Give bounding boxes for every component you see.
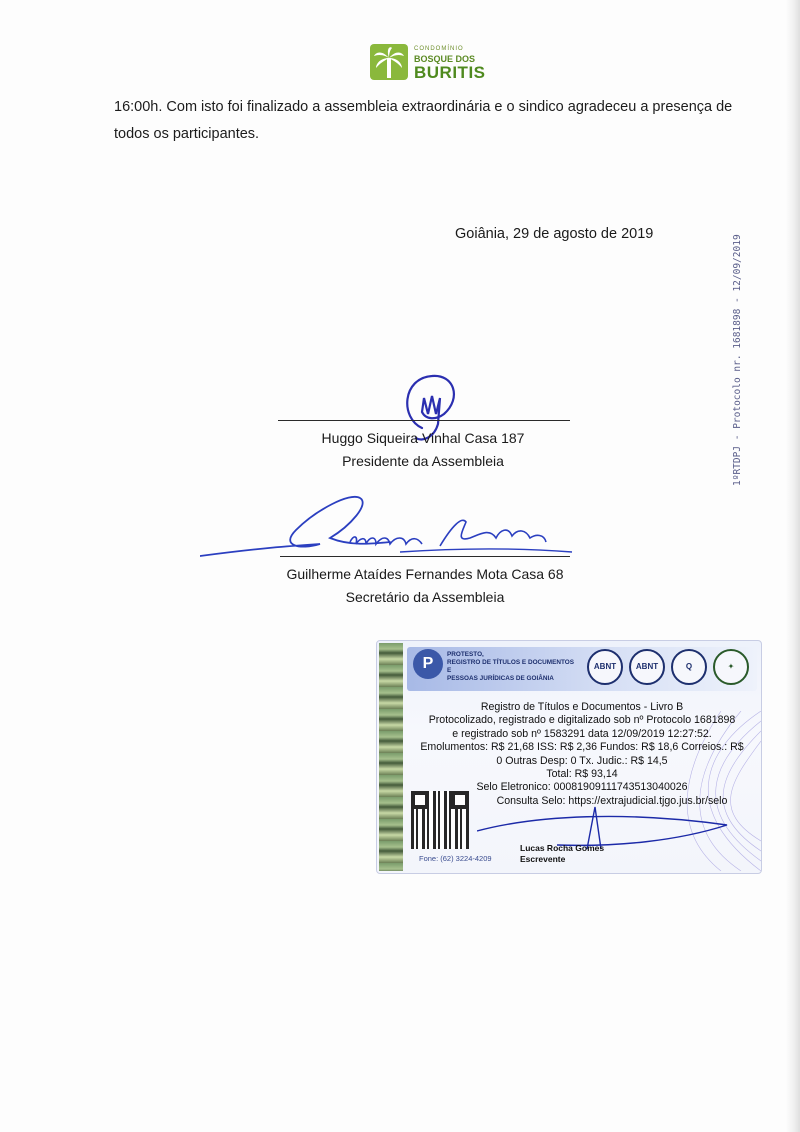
seal-signer — [520, 843, 604, 865]
seal-electronic-seal-line: Selo Eletronico: 00081909111743513040026 — [476, 781, 688, 794]
seal-protocol-line: Protocolizado, registrado e digitalizado sob nº Protocolo 1681898 — [428, 714, 736, 727]
secretary-signature — [200, 486, 580, 566]
logo-small-text: CONDOMÍNIO — [414, 46, 464, 52]
seal-registration-line: e registrado sob nº 1583291 data 12/09/2019 12:27:52. — [452, 727, 712, 740]
page-edge-shadow — [786, 0, 800, 1132]
signer-2-name: Guilherme Ataídes Fernandes Mota Casa 68 — [286, 566, 564, 582]
seal-title: Registro de Títulos e Documentos - Livro B — [480, 701, 684, 713]
seal-organization — [447, 651, 577, 683]
seal-fees-line: Emolumentos: R$ 21,68 ISS: R$ 2,36 Fundos: R$ 18,6 Correios.: R$ — [420, 741, 744, 754]
abnt-badge-icon: ABNT — [629, 649, 665, 685]
quality-badge-icon: Q — [671, 649, 707, 685]
logo-line1: BOSQUE DOS — [414, 54, 476, 64]
seal-signer-name: Lucas Rocha Gomes — [520, 843, 605, 853]
logo-line2: BURITIS — [414, 63, 486, 82]
seal-lookup-line: Consulta Selo: https://extrajudicial.tjgo.jus.br/selo — [496, 794, 728, 807]
document-date: Goiânia, 29 de agosto de 2019 — [455, 226, 654, 242]
seal-org-line2: REGISTRO DE TÍTULOS E DOCUMENTOS E — [447, 659, 574, 674]
protocol-side-stamp: 1ºRTDPJ - Protocolo nr. 1681898 - 12/09/2019 — [732, 234, 743, 486]
seal-phone: Fone: (62) 3224-4209 — [419, 854, 492, 863]
seal-org-line1: PROTESTO, — [447, 651, 484, 658]
seal-org-line3: PESSOAS JURÍDICAS DE GOIÂNIA — [447, 675, 554, 682]
palm-tree-icon — [370, 44, 408, 80]
signature-line-1 — [278, 420, 570, 421]
notary-registration-seal — [376, 640, 762, 874]
qr-code — [411, 791, 469, 849]
seal-signer-role: Escrevente — [520, 854, 566, 864]
signer-1-role: Presidente da Assembleia — [342, 453, 504, 469]
registry-emblem-icon: P — [413, 649, 443, 679]
seal-total-line: Total: R$ 93,14 — [546, 768, 618, 781]
coat-of-arms-icon: ✦ — [713, 649, 749, 685]
signature-line-2 — [280, 556, 570, 557]
hologram-strip — [379, 643, 403, 871]
condominium-logo — [370, 44, 510, 84]
signer-2-role: Secretário da Assembleia — [345, 589, 505, 605]
signer-1-name: Huggo Siqueira Vinhal Casa 187 — [321, 430, 525, 446]
abnt-badge-icon: ABNT — [587, 649, 623, 685]
clerk-signature — [477, 801, 737, 851]
seal-other-fees-line: 0 Outras Desp: 0 Tx. Judic.: R$ 14,5 — [496, 754, 668, 767]
closing-paragraph: 16:00h. Com isto foi finalizado a assembleia extraordinária e o sindico agradeceu a presença de todos os participantes. — [114, 99, 733, 142]
